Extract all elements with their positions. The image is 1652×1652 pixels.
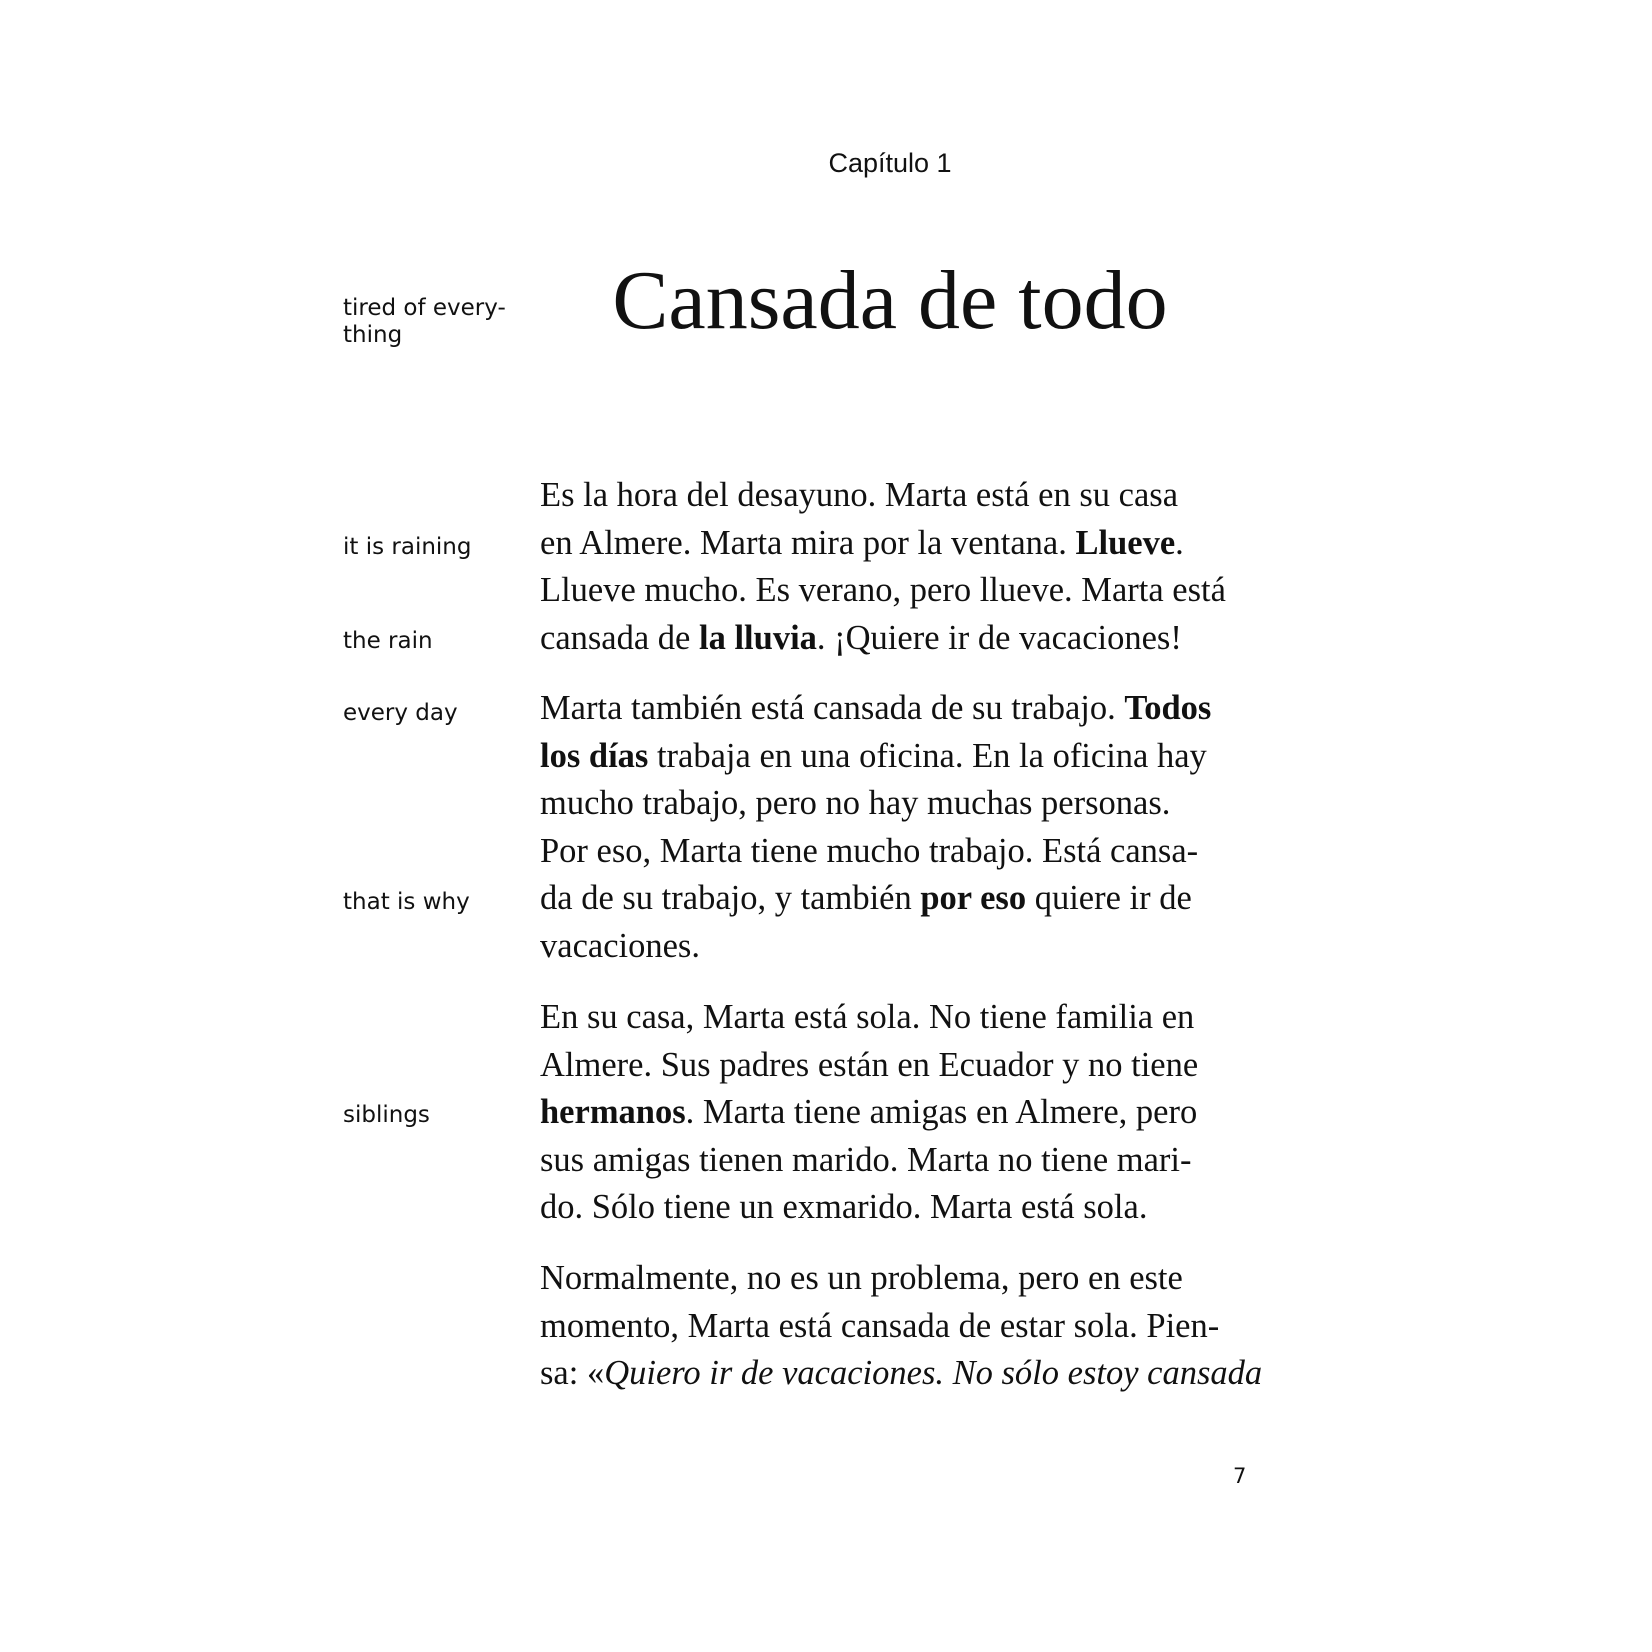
vocab-term: Todos xyxy=(1124,689,1212,727)
vocab-term: hermanos xyxy=(540,1093,686,1131)
paragraph-line: Por eso, Marta tiene mucho trabajo. Está cansa- xyxy=(540,831,1199,870)
text-run: trabaja en una oficina. En la oficina hay xyxy=(648,736,1207,775)
paragraph-line: momento, Marta está cansada de estar sola. Pien- xyxy=(540,1306,1220,1345)
paragraph-line xyxy=(540,520,1260,568)
page-number: 7 xyxy=(1233,1464,1247,1488)
paragraph-line: Llueve mucho. Es verano, pero llueve. Marta está xyxy=(540,571,1226,609)
text-run: . ¡Quiere ir de vacaciones! xyxy=(816,618,1182,657)
paragraph-line xyxy=(540,733,1260,781)
gloss-title xyxy=(343,295,506,349)
paragraph-line xyxy=(540,1089,1260,1137)
paragraph-3 xyxy=(540,994,1260,1232)
text-run: Marta también está cansada de su trabajo. xyxy=(540,689,1125,727)
text-run: cansada de xyxy=(540,618,699,657)
gloss-raining: it is raining xyxy=(343,534,472,560)
paragraph-1 xyxy=(540,472,1260,662)
paragraph-line xyxy=(540,1350,1263,1398)
text-run: quiere ir de xyxy=(1026,879,1192,917)
paragraph-line: Es la hora del desayuno. Marta está en su casa xyxy=(540,476,1179,514)
text-run: . xyxy=(1175,523,1184,562)
paragraph-line: mucho trabajo, pero no hay muchas personas. xyxy=(540,784,1171,822)
gloss-rain: the rain xyxy=(343,628,433,654)
quoted-thought: Quiero ir de vacaciones. No sólo estoy cansada xyxy=(604,1354,1263,1392)
gloss-title-line2: thing xyxy=(343,322,403,348)
gloss-that-is-why: that is why xyxy=(343,889,470,915)
vocab-term: los días xyxy=(540,736,649,775)
text-run: sa: « xyxy=(540,1354,605,1392)
vocab-term: Llueve xyxy=(1075,523,1176,562)
text-run: . Marta tiene amigas en Almere, pero xyxy=(685,1093,1198,1131)
paragraph-line xyxy=(540,615,1260,663)
paragraph-line: sus amigas tienen marido. Marta no tiene mari- xyxy=(540,1140,1192,1179)
vocab-term: por eso xyxy=(920,879,1027,917)
paragraph-4 xyxy=(540,1255,1263,1398)
vocab-term: la lluvia xyxy=(699,618,817,657)
paragraph-line: do. Sólo tiene un exmarido. Marta está sola. xyxy=(540,1188,1148,1226)
gloss-title-line1: tired of every- xyxy=(343,295,506,321)
paragraph-line: En su casa, Marta está sola. No tiene familia en xyxy=(540,998,1195,1036)
paragraph-2 xyxy=(540,685,1260,970)
paragraph-line: Almere. Sus padres están en Ecuador y no tiene xyxy=(540,1045,1199,1084)
paragraph-line: Normalmente, no es un problema, pero en este xyxy=(540,1259,1183,1297)
paragraph-line xyxy=(540,685,1260,733)
chapter-title: Cansada de todo xyxy=(612,254,1168,347)
chapter-label: Capítulo 1 xyxy=(828,148,952,178)
text-run: en Almere. Marta mira por la ventana. xyxy=(540,523,1076,562)
gloss-every-day: every day xyxy=(343,700,458,726)
paragraph-line: vacaciones. xyxy=(540,926,700,965)
text-run: da de su trabajo, y también xyxy=(540,879,921,917)
paragraph-line xyxy=(540,875,1260,923)
gloss-siblings: siblings xyxy=(343,1102,430,1128)
